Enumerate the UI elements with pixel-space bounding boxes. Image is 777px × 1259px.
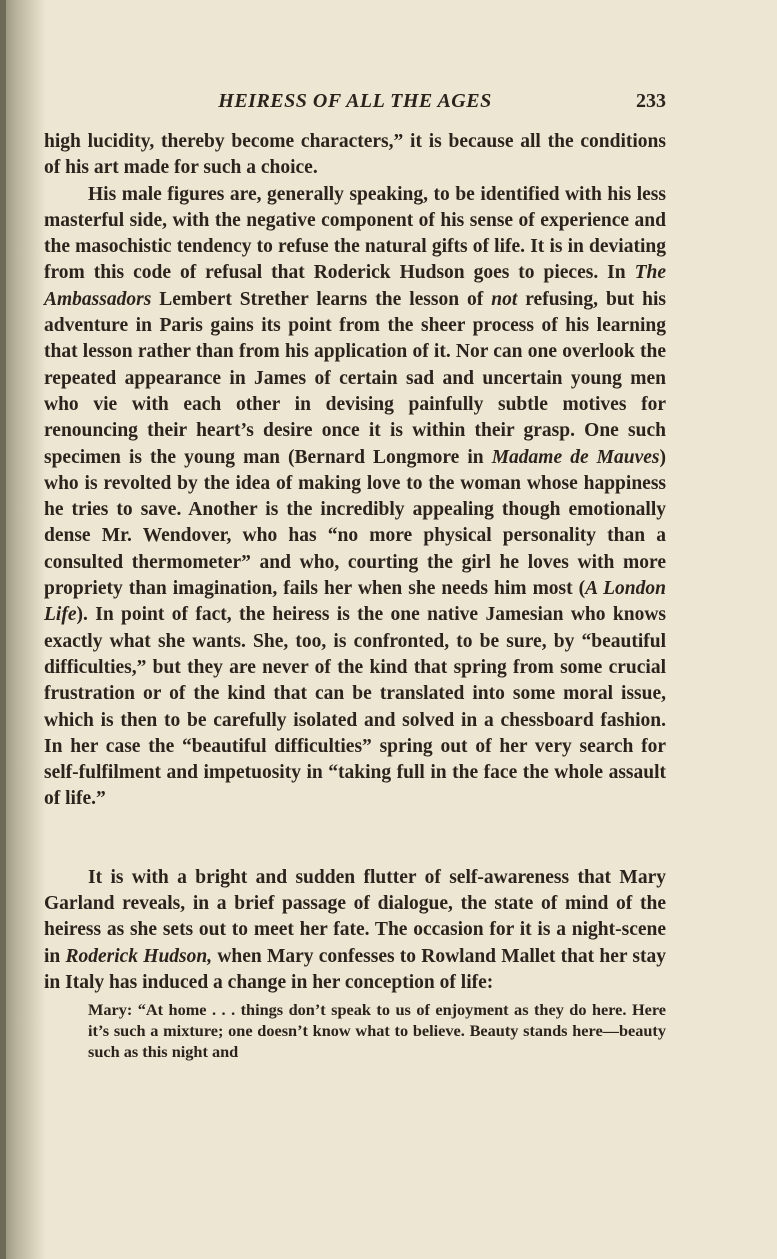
page-number: 233 <box>636 90 666 112</box>
running-title: HEIRESS OF ALL THE AGES <box>218 90 492 112</box>
text-run: refusing, but his adventure in Paris gains its point from the sheer process of his learning that lesson rather than from his application of it. Nor can one overlook the repeated appearance in James of certain sad and uncertain young men who vie with each other in devising painfully subtle motives for renouncing their heart’s desire once it is within their grasp. One such specimen is the young man (Bernard Longmore in <box>44 288 666 468</box>
emphasis-not: not <box>491 288 518 310</box>
block-quote-dialogue: Mary: “At home . . . things don’t speak to us of enjoyment as they do here. Here it’s such a mixture; one doesn’t know what to believe. Beauty stands here—beauty such as this night and <box>88 1000 666 1062</box>
paragraph-continuation: high lucidity, thereby become characters,” it is because all the conditions of his art made for such a choice. <box>44 131 666 179</box>
text-run: Lembert Strether learns the lesson of <box>151 288 492 310</box>
book-gutter-shadow <box>0 0 46 1259</box>
title-the-ambassadors: The Ambassadors <box>44 262 666 310</box>
title-a-london-life: A London Life <box>44 578 666 626</box>
paragraph-mary-garland <box>44 865 666 996</box>
page-binding-edge <box>0 0 6 1259</box>
paragraph-male-figures <box>44 182 666 813</box>
text-run: ). In point of fact, the heiress is the one native Jamesian who knows exactly what she wants. She, too, is confronted, to be sure, by “beautiful difficulties,” but they are never of the kind that spring from some crucial frustration or of the kind that can be translated into some moral issue, which is then to be carefully isolated and solved in a chessboard fashion. In her case the “beautiful difficulties” spring out of her very search for self-fulfilment and impetuosity in “taking full in the face the whole assault of life.” <box>44 604 666 810</box>
text-run: It is with a bright and sudden flutter of self-awareness that Mary Garland reveals, in a brief passage of dialogue, the state of mind of the heiress as she sets out to meet her fate. The occasion for it is a night-scene in <box>44 866 666 967</box>
running-head <box>44 84 666 118</box>
text-run: His male figures are, generally speaking, to be identified with his less masterful side, with the negative component of his sense of experience and the masochistic tendency to refuse the natural gifts of life. It is in deviating from this code of refusal that Roderick Hudson goes to pieces. In <box>44 183 666 284</box>
text-run: when Mary confesses to Rowland Mallet that her stay in Italy has induced a change in her conception of life: <box>44 945 666 993</box>
title-madame-de-mauves: Madame de Mauves <box>491 446 660 468</box>
title-roderick-hudson: Roderick Hudson, <box>65 945 213 967</box>
body-text <box>44 129 666 1062</box>
text-run: ) who is revolted by the idea of making love to the woman whose happiness he tries to save. Another is the incredibly appealing though emotionally dense Mr. Wendover, who has “no more physical personality than a consulted thermometer” and who, courting the girl he loves with more propriety than imagination, fails her when she needs him most ( <box>44 446 667 600</box>
